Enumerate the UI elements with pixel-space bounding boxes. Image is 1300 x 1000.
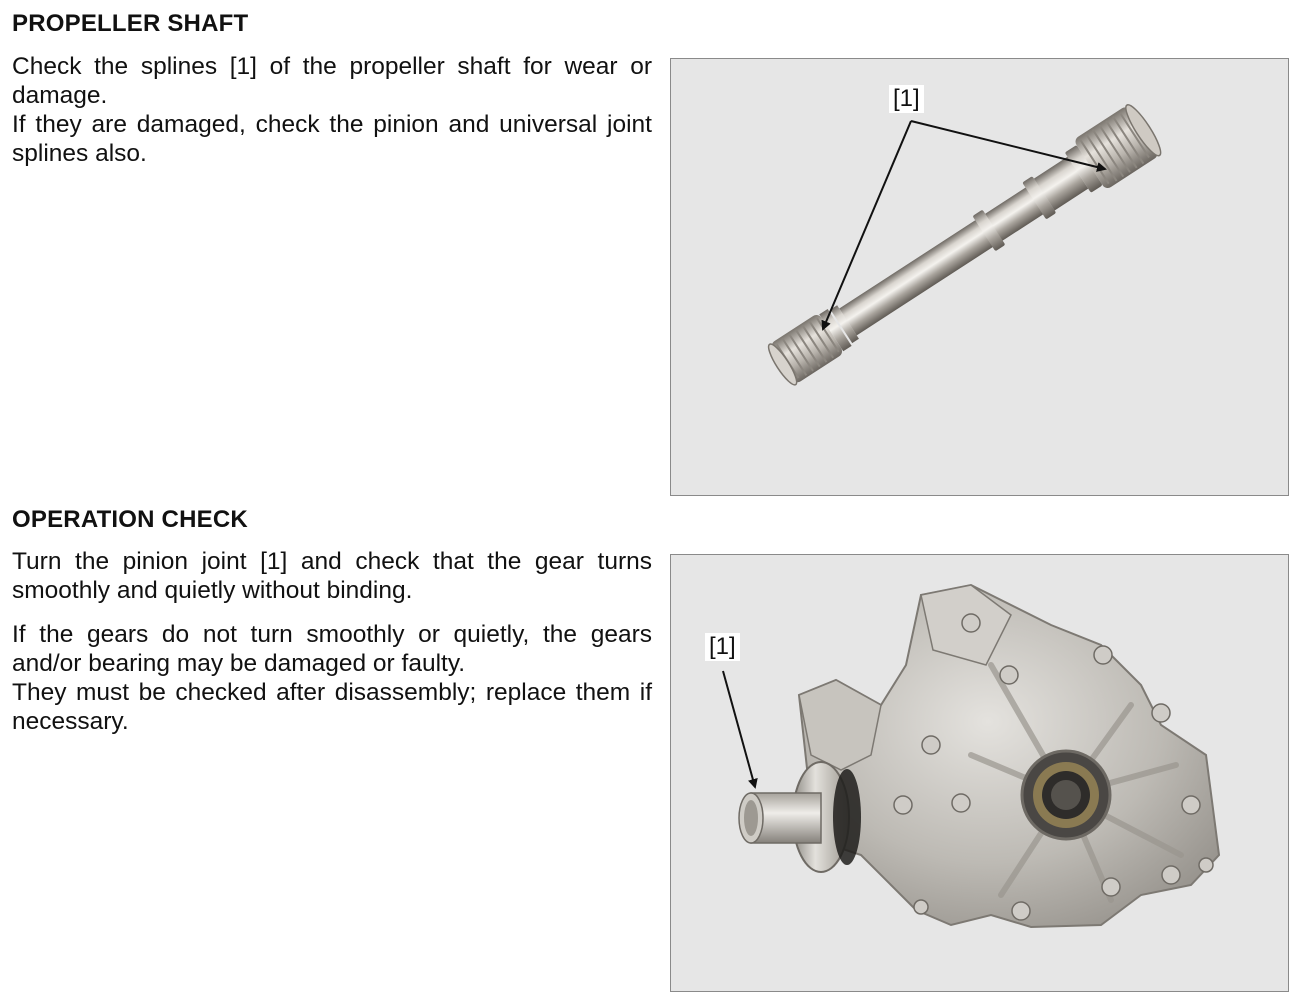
propeller-shaft-heading: PROPELLER SHAFT — [12, 10, 249, 37]
operation-check-leader-line — [723, 671, 755, 787]
operation-check-paragraph-2: If the gears do not turn smoothly or quietly, the gears and/or bearing may be damaged or faulty. — [12, 621, 652, 677]
operation-check-heading: OPERATION CHECK — [12, 506, 248, 533]
operation-check-callout-1: [1] — [705, 633, 740, 661]
operation-check-figure — [670, 554, 1289, 992]
propeller-shaft-paragraph-1: Check the splines [1] of the propeller shaft for wear or damage. — [12, 53, 652, 109]
propeller-shaft-shape — [761, 101, 1165, 393]
operation-check-section — [0, 500, 1300, 1000]
final-gear-case-illustration — [671, 555, 1288, 991]
propeller-shaft-illustration — [671, 59, 1288, 495]
propeller-shaft-callout-1: [1] — [889, 85, 924, 113]
operation-check-text — [12, 547, 652, 736]
operation-check-paragraph-3: They must be checked after disassembly; replace them if necessary. — [12, 679, 652, 735]
propeller-shaft-figure — [670, 58, 1289, 496]
operation-check-paragraph-1: Turn the pinion joint [1] and check that the gear turns smoothly and quietly without binding. — [12, 548, 652, 604]
propeller-shaft-text — [12, 52, 652, 168]
propeller-shaft-paragraph-2: If they are damaged, check the pinion and universal joint splines also. — [12, 111, 652, 167]
